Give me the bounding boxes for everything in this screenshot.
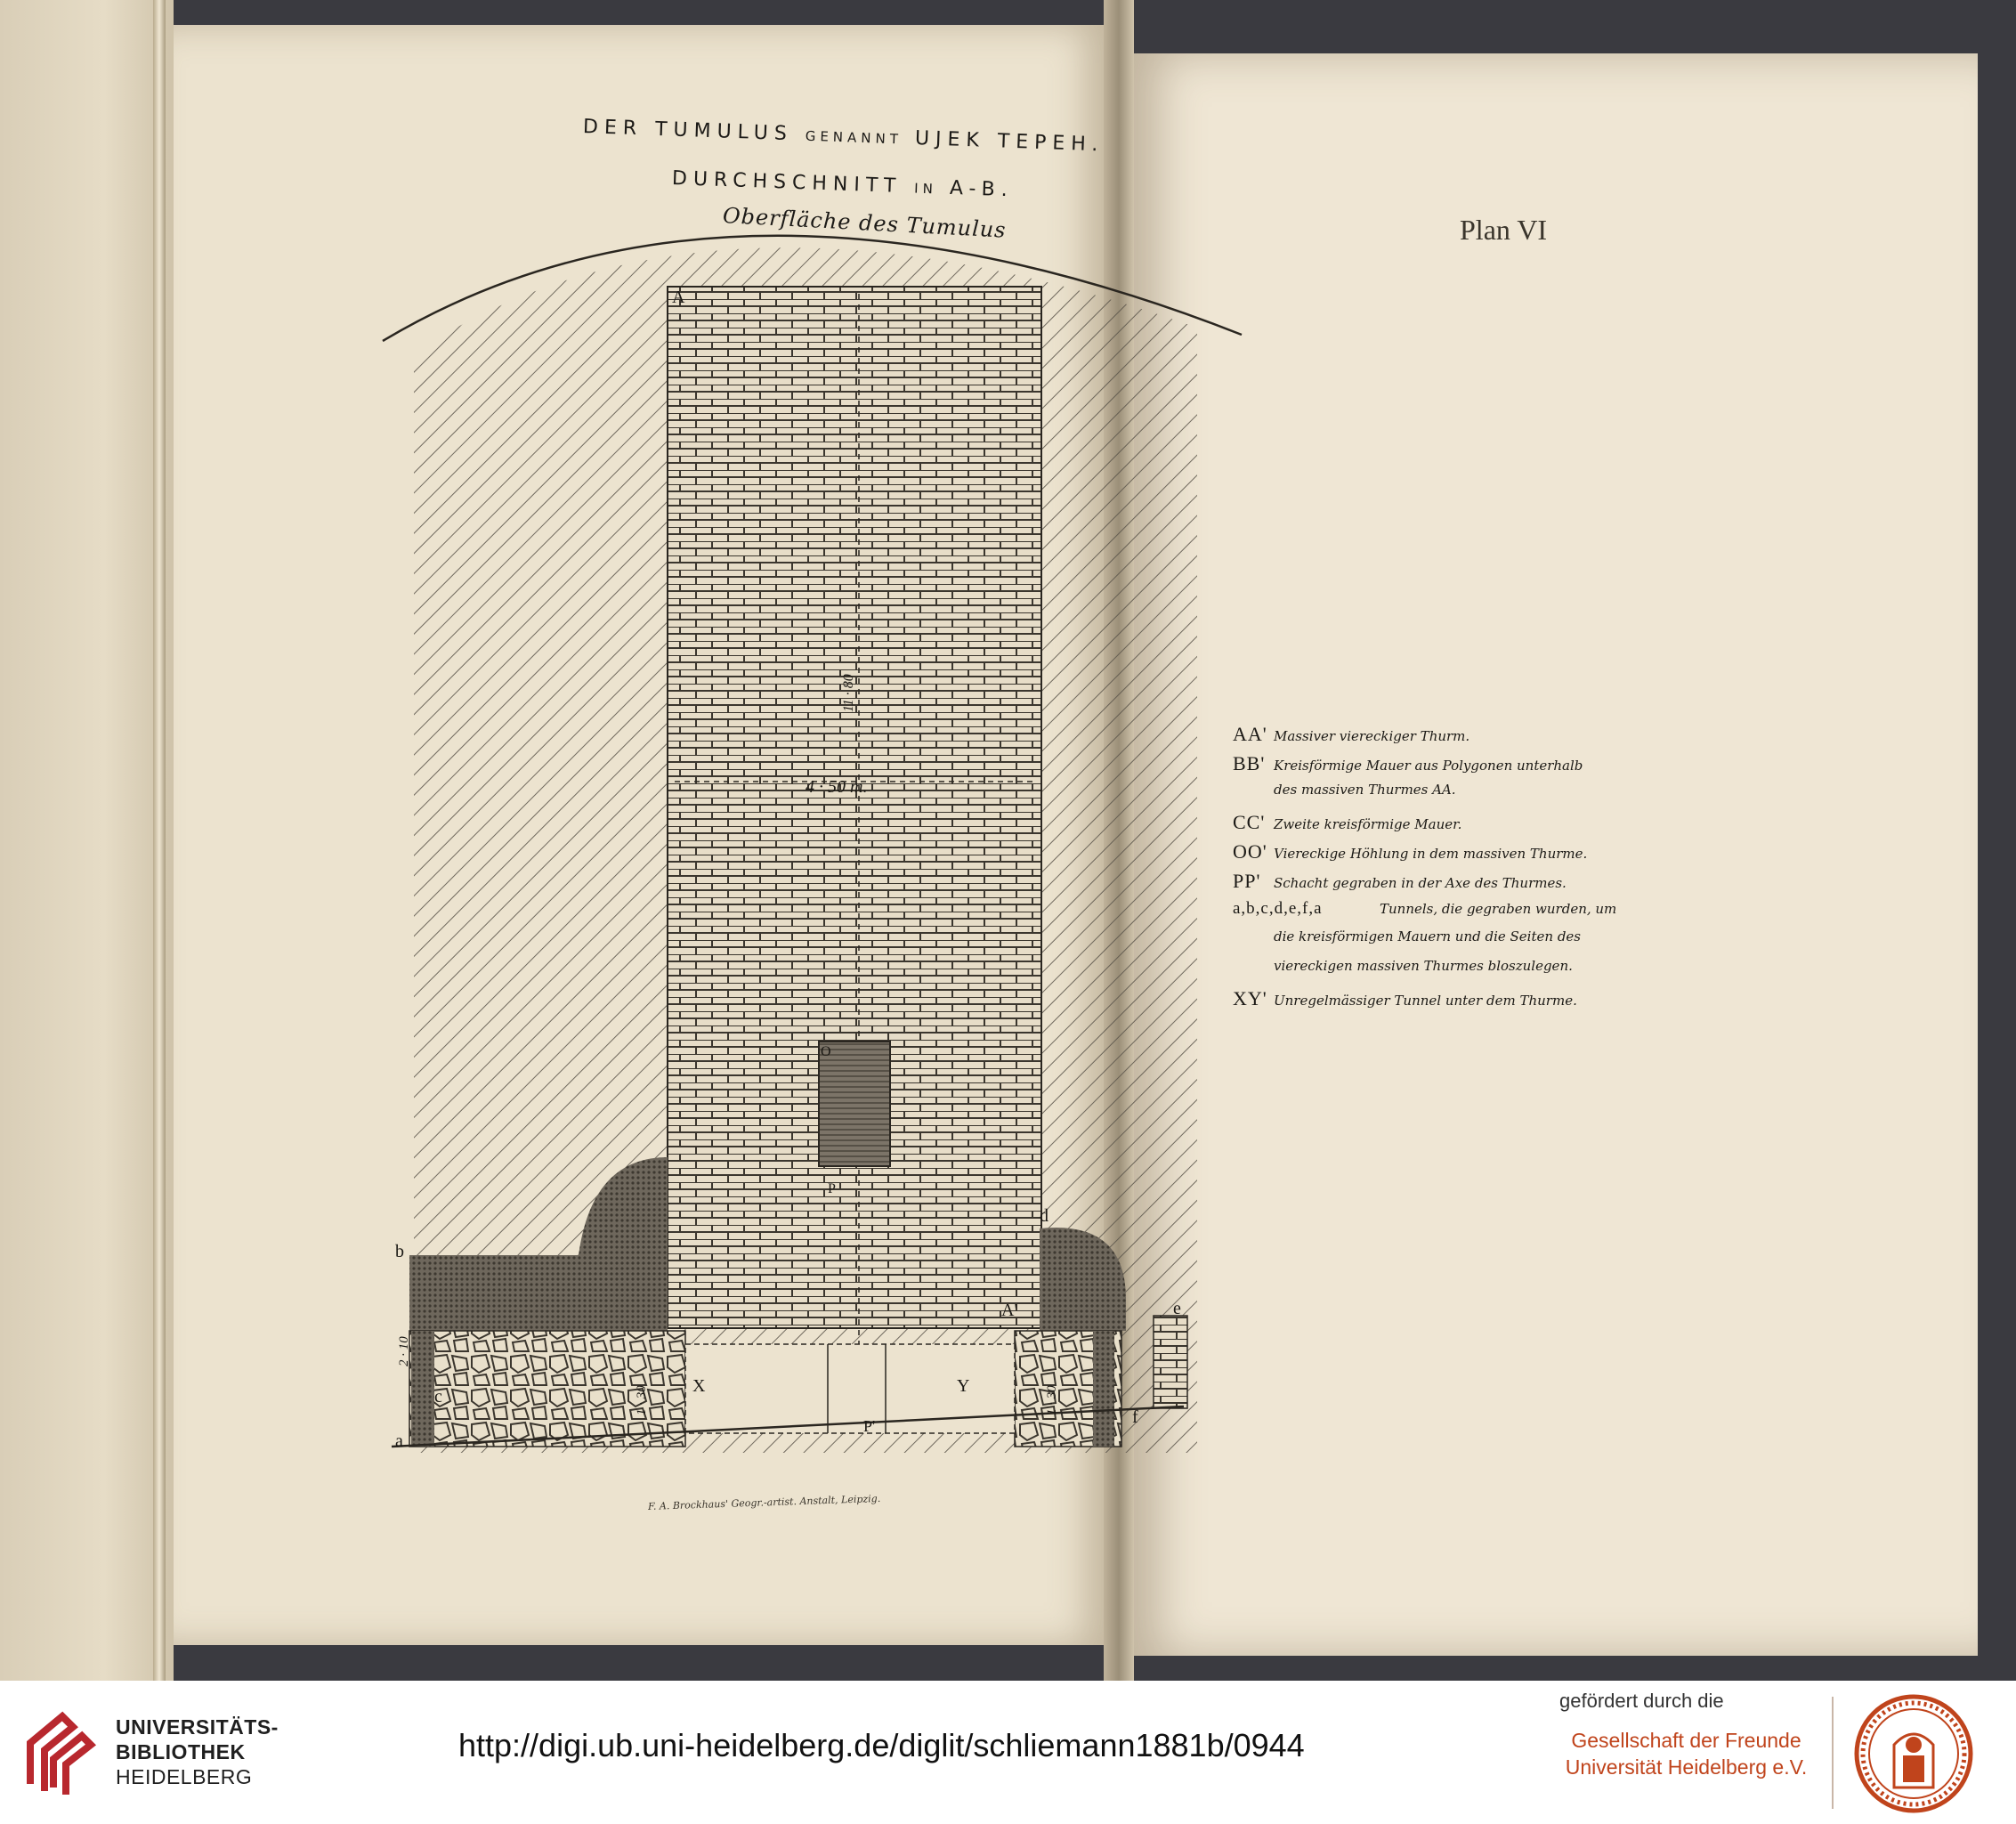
legend-item: CC' Zweite kreisförmige Mauer. [1233, 811, 1462, 833]
legend-item: PP' Schacht gegraben in der Axe des Thurmes. [1233, 870, 1567, 892]
label-a-top: A [672, 288, 685, 307]
sponsor-name-link[interactable]: Gesellschaft der Freunde Universität Heidelberg e.V. [1565, 1729, 1808, 1779]
label-height-dim: 11 · 80 [841, 674, 856, 712]
label-b: b [395, 1242, 404, 1261]
label-x: X [692, 1376, 706, 1396]
label-c: c [434, 1387, 442, 1407]
label-p-prime: P' [863, 1417, 876, 1435]
plate-title-line2: DURCHSCHNITT IN A-B. [671, 167, 1015, 202]
document-url-link[interactable]: http://digi.ub.uni-heidelberg.de/diglit/schliemann1881b/0944 [458, 1727, 1305, 1763]
label-e: e [1173, 1299, 1181, 1318]
legend-item: BB' Kreisförmige Mauer aus Polygonen unterhalb [1233, 752, 1583, 774]
plate-title-line1: DER TUMULUS GENANNT UJEK TEPEH. [582, 116, 1105, 157]
label-dim-left: 2 · 10 [397, 1336, 411, 1366]
legend-item: AA' Massiver viereckiger Thurm. [1233, 723, 1470, 745]
footer-divider [1832, 1697, 1834, 1809]
university-seal-icon[interactable] [1851, 1691, 1976, 1816]
legend-item: XY' Unregelmässiger Tunnel unter dem Thurme. [1233, 987, 1577, 1009]
legend-item: des massiven Thurmes AA. [1274, 782, 1456, 798]
plan-label: Plan VI [1460, 214, 1548, 246]
label-dim-30-right: 1 · 30 [1045, 1385, 1059, 1415]
legend-item: die kreisförmigen Mauern und die Seiten des [1274, 928, 1581, 944]
footer-bar [0, 1681, 2016, 1824]
label-a: a [395, 1431, 403, 1451]
library-name[interactable]: UNIVERSITÄTS- BIBLIOTHEK HEIDELBERG [116, 1715, 279, 1788]
ub-logo-icon[interactable] [20, 1707, 100, 1796]
label-y: Y [957, 1376, 970, 1396]
legend [1233, 723, 1731, 1017]
sponsor-intro: gefördert durch die [1559, 1690, 1724, 1712]
label-width-dim: 4 · 50 m. [806, 777, 868, 797]
legend-item: viereckigen massiven Thurmes bloszulegen. [1274, 958, 1573, 974]
label-a-prime: A' [1001, 1301, 1018, 1320]
label-o: O [821, 1044, 831, 1059]
legend-item: a,b,c,d,e,f,a Tunnels, die gegraben wurden, um [1233, 899, 1617, 918]
label-d: d [1040, 1206, 1048, 1226]
surface-label: Oberfläche des Tumulus [722, 203, 1008, 243]
legend-item: OO' Viereckige Höhlung in dem massiven Thurme. [1233, 840, 1588, 863]
label-f: f [1132, 1407, 1138, 1427]
label-dim-30-left: 1 · 30 [635, 1385, 649, 1415]
label-p: P [828, 1181, 836, 1196]
plate-caption: F. A. Brockhaus' Geogr.-artist. Anstalt, Leipzig. [647, 1492, 881, 1512]
